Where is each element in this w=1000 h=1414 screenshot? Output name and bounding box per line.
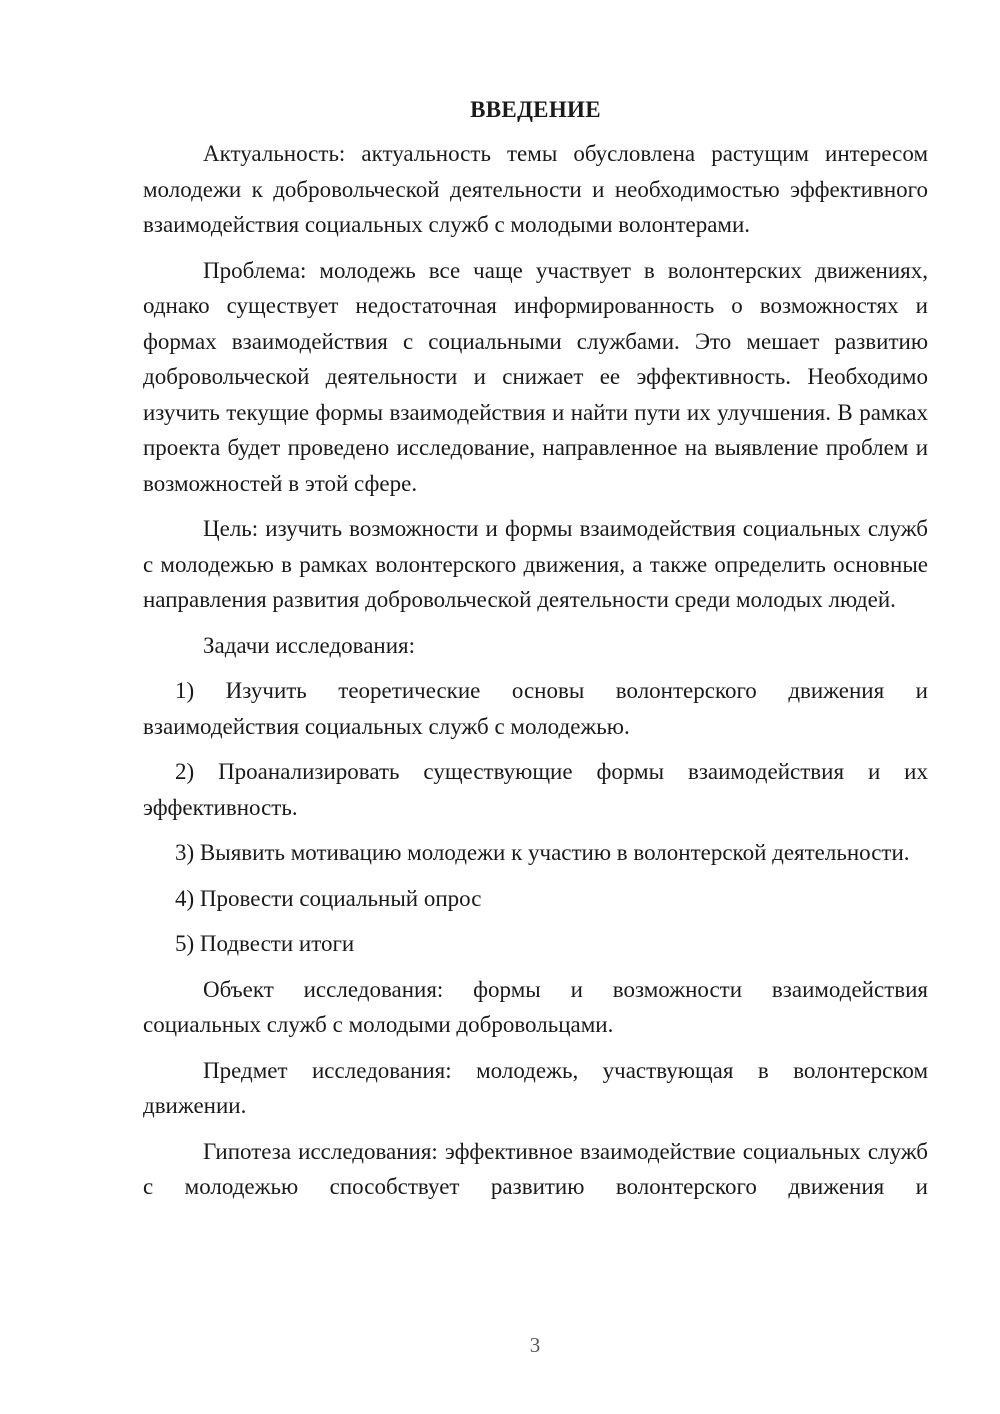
page-number: 3 [529, 1333, 541, 1357]
task-item-3: 3) Выявить мотивацию молодежи к участию в волонтерской деятельности. [175, 840, 910, 865]
task-item-2: 2) Проанализировать существующие формы взаимодействия и их эффективность. [143, 759, 928, 820]
paragraph-tasks-heading: Задачи исследования: [203, 632, 416, 658]
paragraph-hypothesis: Гипотеза исследования: эффективное взаимодействие социальных служб с молодежью способствует развитию волонтерского движения и [143, 1138, 928, 1199]
paragraph-subject: Предмет исследования: молодежь, участвующая в волонтерском движении. [143, 1057, 928, 1118]
paragraph-object: Объект исследования: формы и возможности взаимодействия социальных служб с молодыми добровольцами. [143, 976, 928, 1037]
task-item-5: 5) Подвести итоги [175, 931, 355, 956]
paragraph-goal: Цель: изучить возможности и формы взаимодействия социальных служб с молодежью в рамках волонтерского движения, а также определить основные направления развития добровольческой деятельности среди молодых людей. [143, 516, 928, 612]
paragraph-problem: Проблема: молодежь все чаще участвует в волонтерских движениях, однако существует недостаточная информированность о возможностях и формах взаимодействия с социальными службами. Это мешает развитию добровольческой деятельности и снижает ее эффективность. Необходимо изучить текущие формы взаимодействия и найти пути их улучшения. В рамках проекта будет проведено исследование, направленное на выявление проблем и возможностей в этой сфере. [143, 257, 928, 496]
task-item-4: 4) Провести социальный опрос [175, 885, 482, 911]
task-item-1: 1) Изучить теоретические основы волонтерского движения и взаимодействия социальных служб с молодежью. [143, 678, 928, 739]
section-title: ВВЕДЕНИЕ [470, 97, 601, 122]
paragraph-relevance: Актуальность: актуальность темы обусловлена растущим интересом молодежи к добровольческой деятельности и необходимостью эффективного взаимодействия социальных служб с молодыми волонтерами. [143, 141, 928, 237]
document-page [143, 92, 928, 1215]
